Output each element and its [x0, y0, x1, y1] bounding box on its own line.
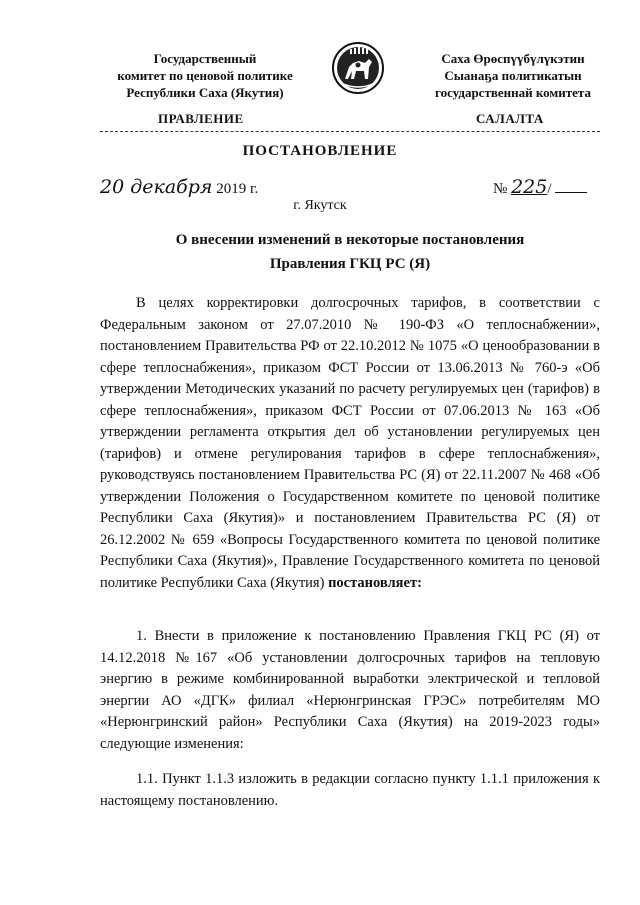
preamble-text: В целях корректировки долгосрочных тарифов, в соответствии с Федеральным законом от 27.07.2010 № 190-ФЗ «О теплоснабжении», постановлением Правительства РФ от 22.10.2012 № 1075 «О ценообразовании в сфере теплоснабжения», приказом ФСТ России от 13.06.2013 № 760-э «Об утверждении Методических указаний по расчету регулируемых цен (тарифов) в сфере теплоснабжения», приказом ФСТ России от 07.06.2013 № 163 «Об утверждении регламента открытия дел об установлении регулируемых цен (тарифов) и отмене регулирования тарифов в сфере теплоснабжения», руководствуясь постановлением Правительства РС (Я) от 22.11.2007 № 468 «Об утверждении Положения о Государственном комитете по ценовой политике Республики Саха (Якутия)» и постановлением Правительства РС (Я) от 26.12.2002 № 659 «Вопросы Государственного комитета по ценовой политике Республики Саха (Якутия)», Правление Государственного комитета по ценовой политике Республики Саха (Якутия) — [100, 295, 600, 591]
board-label-russian: ПРАВЛЕНИЕ — [158, 111, 244, 126]
clause-1-1: 1.1. Пункт 1.1.3 изложить в редакции согласно пункту 1.1.1 приложения к настоящему постановлению. — [100, 771, 600, 809]
document-date — [100, 176, 258, 198]
org-line: Сыанаҕа политикатын — [444, 68, 582, 83]
org-line: Саха Өрөспүүбүлүкэтин — [441, 51, 585, 66]
number-blank — [555, 178, 587, 193]
org-name-russian — [100, 50, 310, 101]
number-prefix: № — [493, 181, 508, 197]
date-year: 2019 г. — [216, 181, 259, 197]
title-line: Правления ГКЦ РС (Я) — [269, 256, 431, 272]
header-divider — [100, 131, 600, 132]
handwritten-date: 20 декабря — [100, 176, 213, 198]
org-name-yakut — [398, 50, 628, 101]
org-line: Государственный — [153, 51, 257, 66]
number-separator: / — [547, 181, 552, 197]
document-number — [493, 176, 587, 198]
org-line: государственнай комитета — [435, 85, 591, 100]
document-type: ПОСТАНОВЛЕНИЕ — [242, 143, 398, 159]
board-label-yakut: САЛАЛТА — [476, 111, 544, 126]
org-line: Республики Саха (Якутия) — [126, 85, 284, 100]
sakha-republic-emblem-icon — [331, 41, 385, 95]
city: г. Якутск — [293, 198, 347, 213]
preamble-paragraph — [100, 293, 600, 594]
title-line: О внесении изменений в некоторые постановления — [175, 232, 525, 248]
handwritten-number: 225 — [511, 176, 548, 198]
document-title — [150, 228, 550, 276]
clause-1: 1. Внести в приложение к постановлению Правления ГКЦ РС (Я) от 14.12.2018 №167 «Об установлении долгосрочных тарифов на тепловую энергию в режиме комбинированной выработки электрической и тепловой энергии АО «ДГК» филиал «Нерюнгринская ГРЭС» потребителям МО «Нерюнгринский район» Республики Саха (Якутия) на 2019-2023 годы» следующие изменения: — [100, 628, 600, 752]
org-line: комитет по ценовой политике — [117, 68, 293, 83]
resolves-text: постановляет: — [328, 574, 422, 591]
